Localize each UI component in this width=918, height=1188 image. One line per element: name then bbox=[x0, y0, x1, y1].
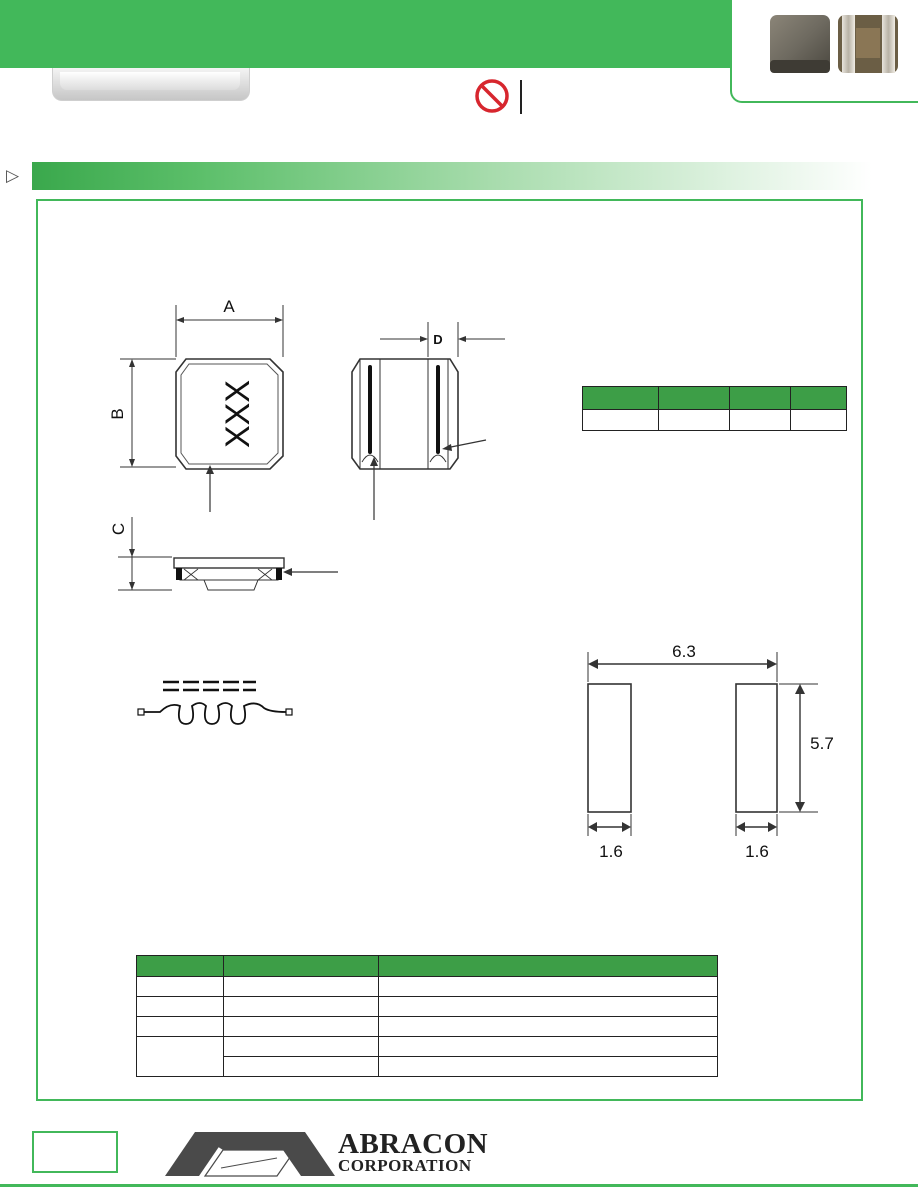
brand-subtitle: CORPORATION bbox=[338, 1156, 472, 1175]
table-row bbox=[137, 997, 718, 1017]
side-view bbox=[352, 322, 505, 520]
table-cell bbox=[379, 1037, 718, 1057]
table-cell bbox=[379, 977, 718, 997]
marking-text: XXX bbox=[218, 379, 257, 449]
table-header-cell bbox=[583, 387, 659, 410]
table-header-row bbox=[583, 387, 847, 410]
table-cell bbox=[137, 997, 224, 1017]
abracon-logo-icon bbox=[165, 1130, 335, 1178]
table-header-cell bbox=[730, 387, 791, 410]
table-row bbox=[137, 1057, 718, 1077]
dimension-d-label: D bbox=[433, 332, 443, 347]
land-pattern bbox=[588, 642, 834, 861]
land-height-label: 5.7 bbox=[810, 734, 834, 753]
specification-table bbox=[136, 955, 718, 1077]
table-header-row bbox=[137, 956, 718, 977]
pad-right-width-label: 1.6 bbox=[745, 842, 769, 861]
table-cell bbox=[137, 1017, 224, 1037]
dimension-a-label: A bbox=[223, 297, 235, 316]
table-cell bbox=[224, 1017, 379, 1037]
top-view bbox=[108, 297, 283, 512]
table-header-cell bbox=[137, 956, 224, 977]
table-cell bbox=[583, 410, 659, 431]
outline-right-triangle-icon: ▷ bbox=[6, 166, 20, 185]
footer-rule bbox=[0, 1184, 918, 1187]
land-width-label: 6.3 bbox=[672, 642, 696, 661]
table-row bbox=[137, 1037, 718, 1057]
dimension-c-label: C bbox=[109, 522, 128, 536]
table-cell bbox=[730, 410, 791, 431]
inductor-schematic-symbol bbox=[138, 682, 292, 724]
table-cell bbox=[137, 977, 224, 997]
table-row bbox=[137, 1017, 718, 1037]
table-cell bbox=[379, 1017, 718, 1037]
table-cell bbox=[224, 1057, 379, 1077]
profile-view bbox=[109, 517, 338, 590]
table-cell bbox=[379, 1057, 718, 1077]
table-cell bbox=[224, 1037, 379, 1057]
pad-left-width-label: 1.6 bbox=[599, 842, 623, 861]
table-cell bbox=[659, 410, 730, 431]
table-row bbox=[583, 410, 847, 431]
table-header-cell bbox=[379, 956, 718, 977]
footer-page-box bbox=[32, 1131, 118, 1173]
dimension-table bbox=[582, 386, 847, 431]
table-header-cell bbox=[659, 387, 730, 410]
brand-name: ABRACON bbox=[338, 1128, 489, 1160]
table-cell bbox=[224, 997, 379, 1017]
table-header-cell bbox=[791, 387, 847, 410]
table-cell bbox=[137, 1037, 224, 1077]
table-row bbox=[137, 977, 718, 997]
dimension-b-label: B bbox=[108, 408, 127, 420]
table-cell bbox=[791, 410, 847, 431]
table-cell bbox=[379, 997, 718, 1017]
table-header-cell bbox=[224, 956, 379, 977]
table-cell bbox=[224, 977, 379, 997]
